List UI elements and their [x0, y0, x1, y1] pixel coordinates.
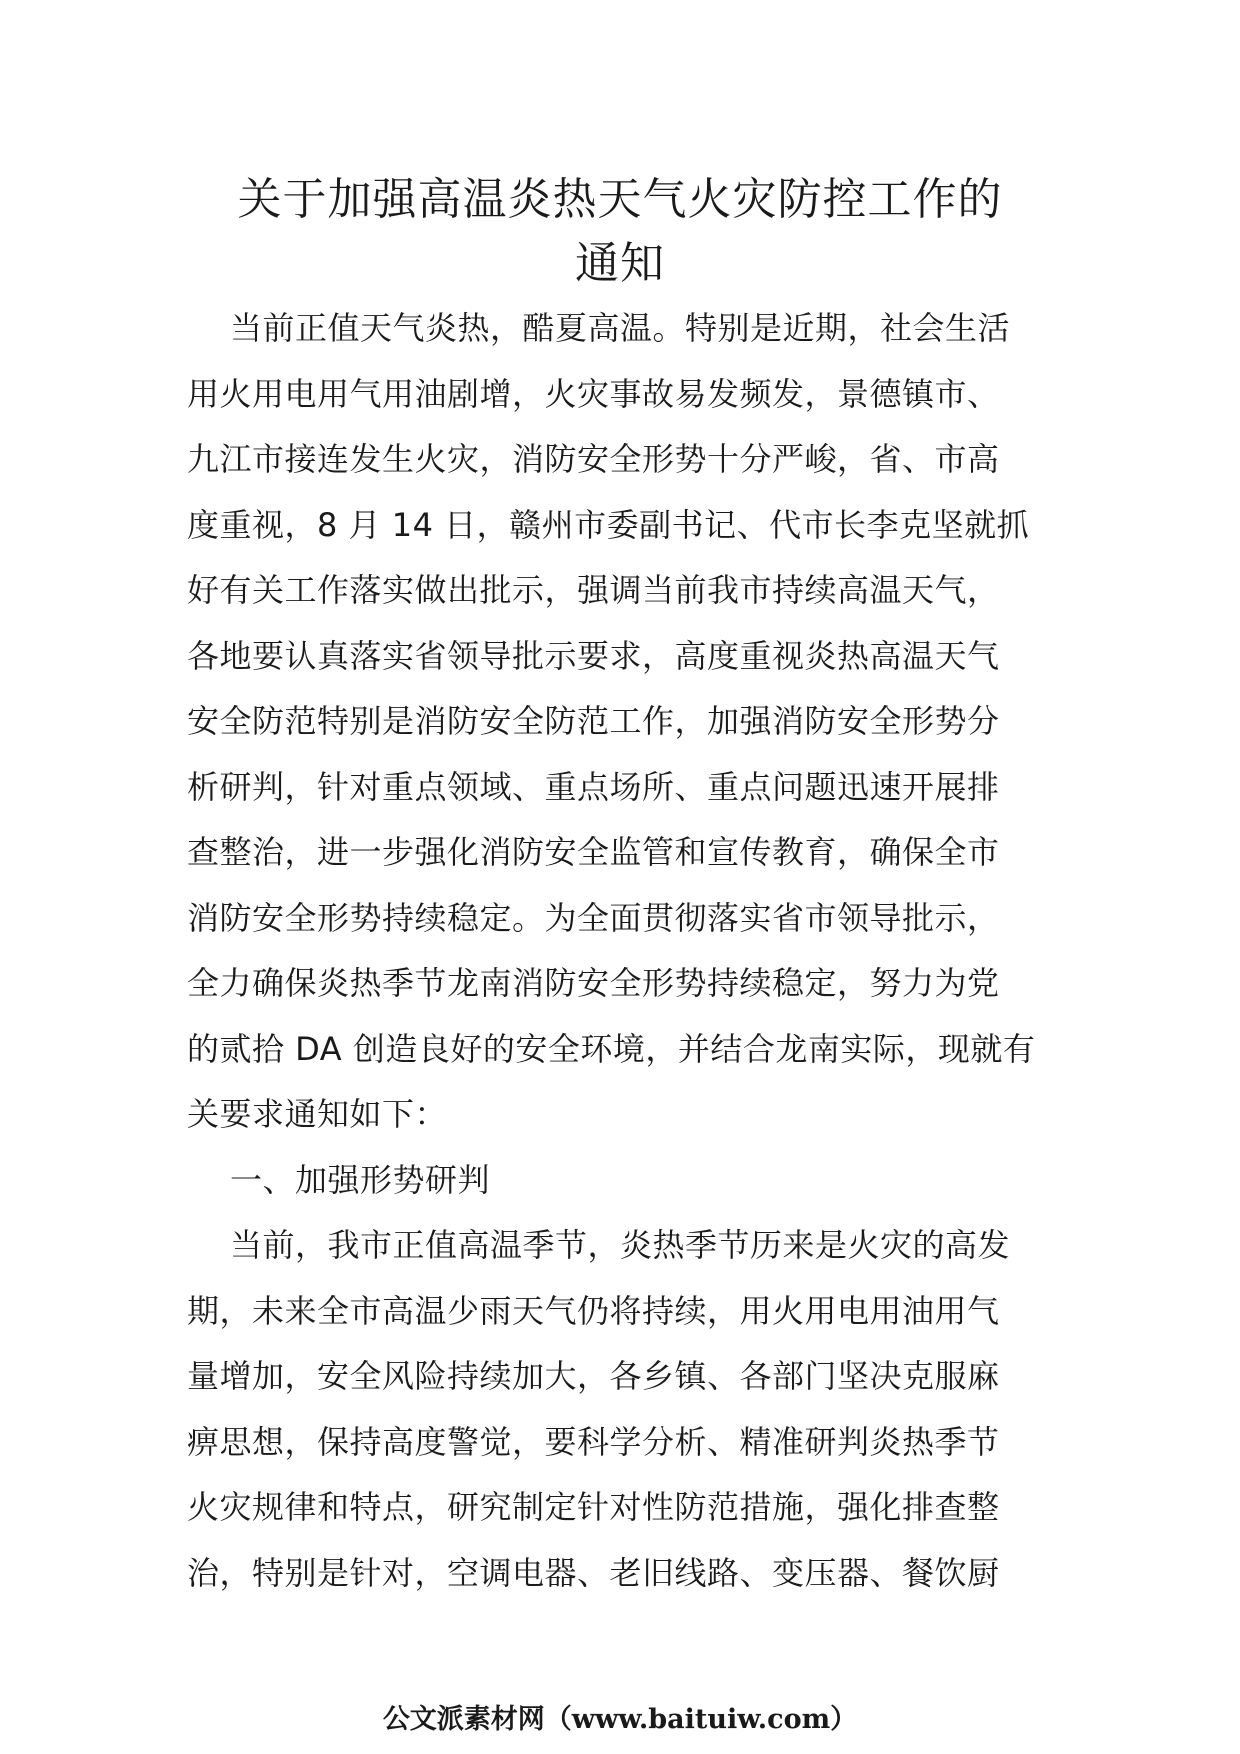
paragraph-line: 量增加，安全风险持续加大，各乡镇、各部门坚决克服麻 — [187, 1357, 1000, 1395]
paragraph-line: 查整治，进一步强化消防安全监管和宣传教育，确保全市 — [187, 833, 1000, 871]
paragraph-line: 度重视，8 月 14 日，赣州市委副书记、代市长李克坚就抓 — [187, 505, 1030, 544]
paragraph-line: 关要求通知如下： — [187, 1095, 448, 1133]
paragraph-line: 火灾规律和特点，研究制定针对性防范措施，强化排查整 — [187, 1488, 1000, 1526]
paragraph-line: 消防安全形势持续稳定。为全面贯彻落实省市领导批示， — [187, 898, 1000, 937]
paragraph-line: 当前，我市正值高温季节，炎热季节历来是火灾的高发 — [230, 1226, 1011, 1264]
paragraph-line: 治，特别是针对，空调电器、老旧线路、变压器、餐饮厨 — [187, 1553, 1000, 1592]
paragraph-line: 九江市接连发生火灾，消防安全形势十分严峻，省、市高 — [187, 440, 1000, 478]
paragraph-line: 析研判，针对重点领域、重点场所、重点问题迅速开展排 — [187, 767, 1000, 806]
paragraph-line: 当前正值天气炎热，酷夏高温。特别是近期，社会生活 — [230, 309, 1011, 347]
paragraph-line: 期，未来全市高温少雨天气仍将持续，用火用电用油用气 — [187, 1291, 1000, 1330]
paragraph-line: 用火用电用气用油剧增，火灾事故易发频发，景德镇市、 — [187, 374, 1000, 413]
document-title-line-1: 关于加强高温炎热天气火灾防控工作的 — [237, 174, 1003, 225]
paragraph-line: 痹思想，保持高度警觉，要科学分析、精准研判炎热季节 — [187, 1422, 1000, 1461]
paragraph-line: 全力确保炎热季节龙南消防安全形势持续稳定，努力为党 — [187, 964, 1000, 1002]
paragraph-line: 各地要认真落实省领导批示要求，高度重视炎热高温天气 — [187, 636, 1000, 675]
document-title-line-2: 通知 — [575, 238, 665, 289]
section-heading: 一、加强形势研判 — [230, 1160, 491, 1199]
paragraph-line: 的贰拾 DA 创造良好的安全环境，并结合龙南实际，现就有 — [187, 1029, 1036, 1068]
document-body — [187, 296, 1053, 1606]
paragraph-line: 好有关工作落实做出批示，强调当前我市持续高温天气， — [187, 571, 1000, 609]
watermark-footer: 公文派素材网（www.baituiw.com） — [382, 1704, 858, 1735]
paragraph-line: 安全防范特别是消防安全防范工作，加强消防安全形势分 — [187, 702, 1000, 740]
